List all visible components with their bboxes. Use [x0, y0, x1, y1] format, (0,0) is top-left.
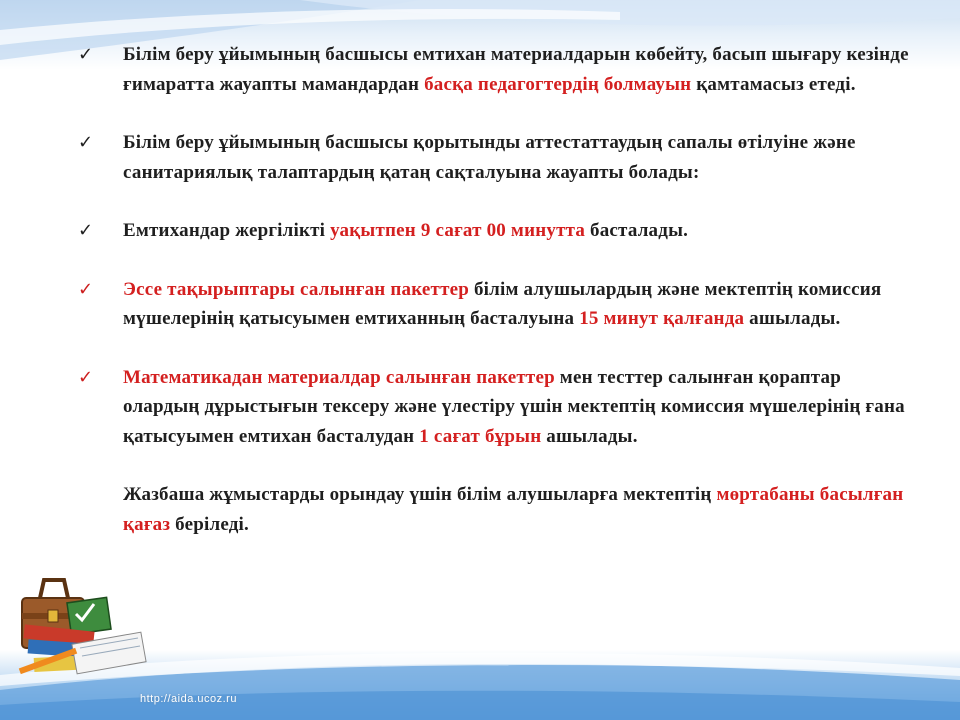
bullet-item — [78, 480, 918, 539]
bullet-list — [78, 40, 918, 539]
body-text: Білім беру ұйымының басшысы емтихан материалдарын көбейту, басып шығару кезінде ғимаратта жауапты мамандардан — [123, 44, 909, 95]
highlight-text: 15 минут қалғанда — [579, 308, 745, 329]
bullet-item — [78, 363, 918, 452]
highlight-text: 1 сағат бұрын — [419, 425, 542, 447]
body-text: ашылады. — [744, 308, 841, 329]
bullet-item — [78, 40, 918, 99]
school-supplies-icon — [14, 558, 154, 688]
bullet-item — [78, 128, 918, 187]
checkmark-icon: ✓ — [78, 366, 94, 388]
body-text: басталады. — [585, 220, 689, 241]
highlight-text: Эссе тақырыптары салынған пакеттер — [123, 278, 469, 300]
body-text: Емтихандар жергілікті — [123, 220, 331, 241]
footer-url: http://aida.ucoz.ru — [140, 693, 237, 705]
body-text: Жазбаша жұмыстарды орындау үшін білім алушыларға мектептің — [123, 484, 717, 505]
bullet-item — [78, 275, 918, 334]
body-text: беріледі. — [170, 513, 249, 535]
checkmark-icon: ✓ — [78, 220, 94, 241]
body-text: қамтамасыз етеді. — [691, 73, 856, 95]
highlight-text: уақытпен 9 сағат 00 минутта — [330, 220, 586, 241]
highlight-text: басқа педагогтердің болмауын — [424, 73, 692, 95]
bullet-item — [78, 216, 918, 246]
checkmark-icon: ✓ — [78, 132, 94, 153]
body-text: ашылады. — [541, 425, 638, 447]
highlight-text: мөртабаны басылған қағаз — [123, 484, 904, 535]
highlight-text: Математикадан материалдар салынған пакеттер — [123, 366, 555, 388]
checkmark-icon: ✓ — [78, 278, 94, 300]
body-text: Білім беру ұйымының басшысы қорытынды аттестаттаудың сапалы өтілуіне және санитариялық талаптардың қатаң сақталуына жауапты болады: — [123, 132, 856, 183]
body-text: білім алушылардың және мектептің комиссия мүшелерінің қатысуымен емтиханның басталуына — [123, 278, 882, 329]
checkmark-icon: ✓ — [78, 44, 94, 65]
body-text: мен тесттер салынған қораптар олардың дұрыстығын тексеру және үлестіру үшін мектептің комиссия мүшелерінің ғана қатысуымен емтихан басталудан — [123, 366, 905, 447]
